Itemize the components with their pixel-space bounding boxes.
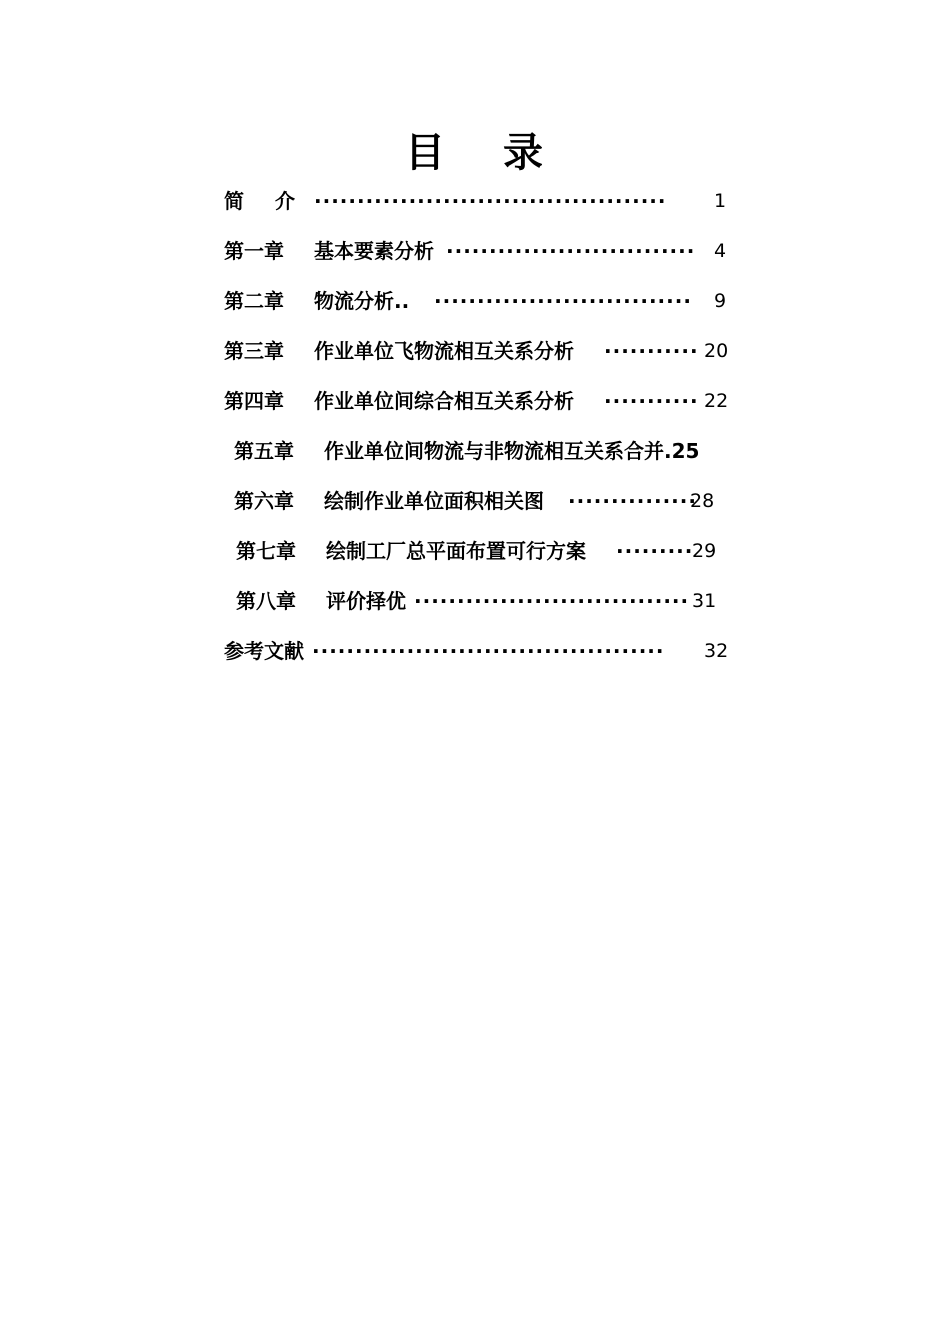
toc-entry-chapter-5[interactable] xyxy=(234,436,754,466)
toc-leader-dots: ··········· xyxy=(604,389,699,413)
toc-heading: 绘制工厂总平面布置可行方案 xyxy=(326,539,586,563)
toc-leader-dots: ······························ xyxy=(434,289,692,313)
toc-page-number: 32 xyxy=(704,640,729,662)
toc-heading: 基本要素分析 xyxy=(314,239,434,263)
toc-chapter-label: 第八章 xyxy=(236,589,296,613)
toc-leader-dots: ········· xyxy=(616,539,694,563)
toc-page-number: 29 xyxy=(692,540,717,562)
toc-entry-chapter-6[interactable] xyxy=(234,486,754,516)
toc-chapter-label: 第六章 xyxy=(234,489,294,513)
toc-heading: 绘制作业单位面积相关图 xyxy=(324,489,544,513)
toc-chapter-label: 第二章 xyxy=(224,289,284,313)
toc-chapter-label: 第五章 xyxy=(234,439,294,463)
toc-entry-chapter-3[interactable] xyxy=(224,336,744,366)
page-title xyxy=(0,125,950,181)
toc-heading: 物流分析.. xyxy=(314,289,410,313)
toc-page-number: 28 xyxy=(690,490,715,512)
toc-entry-chapter-7[interactable] xyxy=(236,536,756,566)
toc-chapter-label: 简 介 xyxy=(224,189,307,213)
toc-leader-dots: ········································· xyxy=(314,189,667,213)
toc-page-number: 9 xyxy=(714,290,727,312)
toc-entry-chapter-1[interactable] xyxy=(224,236,744,266)
toc-leader-dots: ··········· xyxy=(604,339,699,363)
toc-chapter-label: 第一章 xyxy=(224,239,284,263)
toc-leader-dots: ··············· xyxy=(568,489,697,513)
toc-entry-chapter-8[interactable] xyxy=(236,586,756,616)
toc-entry-references[interactable] xyxy=(224,636,744,666)
toc-leader-dots: ········································· xyxy=(312,639,665,663)
toc-page-number: 31 xyxy=(692,590,717,612)
toc-page-number: 1 xyxy=(714,190,727,212)
toc-page-number: 4 xyxy=(714,240,727,262)
toc-heading: 作业单位间物流与非物流相互关系合并.25 xyxy=(324,439,700,463)
toc-heading: 作业单位间综合相互关系分析 xyxy=(314,389,574,413)
toc-chapter-label: 参考文献 xyxy=(224,639,304,663)
toc-page-number: 22 xyxy=(704,390,729,412)
toc-leader-dots: ································ xyxy=(414,589,690,613)
toc-heading: 评价择优 xyxy=(326,589,406,613)
toc-chapter-label: 第三章 xyxy=(224,339,284,363)
toc-chapter-label: 第七章 xyxy=(236,539,296,563)
toc-leader-dots: ····························· xyxy=(446,239,696,263)
title-char-left: 目 xyxy=(405,130,447,176)
toc-chapter-label: 第四章 xyxy=(224,389,284,413)
toc-heading: 作业单位飞物流相互关系分析 xyxy=(314,339,574,363)
toc-entry-intro[interactable] xyxy=(224,186,744,216)
toc-page-number: 20 xyxy=(704,340,729,362)
title-char-right: 录 xyxy=(503,130,545,176)
toc-entry-chapter-4[interactable] xyxy=(224,386,744,416)
toc-entry-chapter-2[interactable] xyxy=(224,286,744,316)
